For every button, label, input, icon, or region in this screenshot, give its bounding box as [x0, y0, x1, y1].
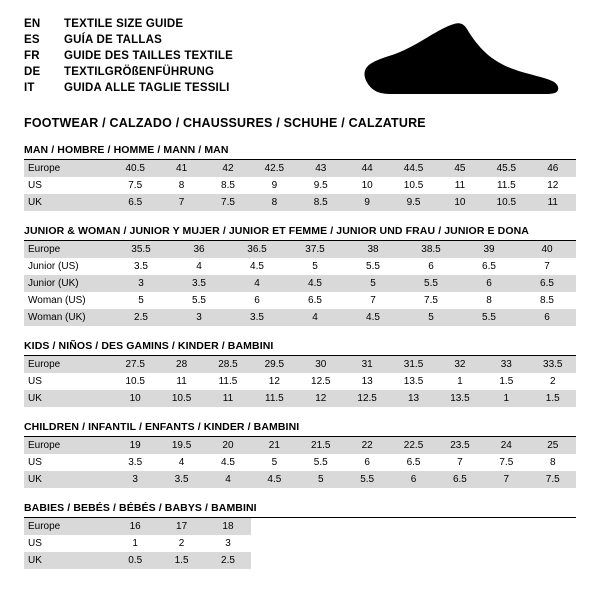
cell: 7.5 — [128, 180, 143, 191]
cell: 8 — [549, 457, 556, 468]
cell-empty — [251, 535, 297, 552]
cell: 29.5 — [251, 356, 297, 373]
cell: 8 — [486, 295, 492, 306]
row-label: Junior (US) — [28, 261, 79, 272]
row-label: Woman (US) — [28, 295, 86, 306]
section-title-kids: KIDS / NIÑOS / DES GAMINS / KINDER / BAMBINI — [24, 340, 576, 356]
cell: 4 — [178, 457, 185, 468]
cell: 5 — [402, 309, 460, 326]
row-label: US — [28, 180, 42, 191]
cell: 2.5 — [112, 309, 170, 326]
cell: 6.5 — [112, 194, 158, 211]
cell: 22.5 — [390, 437, 436, 454]
cell-empty — [483, 535, 529, 552]
cell: 45.5 — [483, 160, 529, 177]
size-table-children — [24, 437, 576, 488]
cell: 44.5 — [390, 160, 436, 177]
row-label: US — [28, 457, 42, 468]
cell: 22 — [344, 437, 390, 454]
table-row — [24, 292, 576, 309]
cell: 39 — [460, 241, 518, 258]
cell: 1 — [457, 376, 463, 387]
cell: 4.5 — [250, 261, 264, 272]
table-row — [24, 258, 576, 275]
table-row — [24, 390, 576, 407]
cell: 7.5 — [530, 471, 576, 488]
cell-empty — [437, 518, 483, 535]
cell: 28 — [158, 356, 204, 373]
language-row — [24, 82, 233, 98]
cell: 6.5 — [406, 457, 421, 468]
cell: 25 — [530, 437, 576, 454]
cell: 5 — [344, 275, 402, 292]
row-label: UK — [24, 390, 112, 407]
cell: 4.5 — [286, 275, 344, 292]
row-label: Europe — [24, 356, 112, 373]
language-text: GUIDE DES TAILLES TEXTILE — [64, 50, 233, 62]
cell: 5.5 — [402, 275, 460, 292]
cell: 9 — [344, 194, 390, 211]
cell: 30 — [298, 356, 344, 373]
cell: 7 — [370, 295, 376, 306]
row-label: UK — [24, 552, 112, 569]
cell: 6.5 — [308, 295, 322, 306]
table-row — [24, 454, 576, 471]
row-label: Europe — [24, 518, 112, 535]
language-code: FR — [24, 50, 40, 62]
cell: 44 — [344, 160, 390, 177]
header — [24, 18, 576, 104]
cell: 3.5 — [228, 309, 286, 326]
cell: 27.5 — [112, 356, 158, 373]
cell: 2 — [178, 538, 185, 549]
cell-empty — [344, 552, 390, 569]
language-text: TEXTILGRÖßENFÜHRUNG — [64, 66, 215, 78]
language-text: GUIDA ALLE TAGLIE TESSILI — [64, 82, 230, 94]
cell: 13 — [361, 376, 373, 387]
table-row — [24, 471, 576, 488]
row-label: Woman (UK) — [24, 309, 112, 326]
cell: 1 — [132, 538, 138, 549]
cell: 9.5 — [313, 180, 328, 191]
cell: 40.5 — [112, 160, 158, 177]
cell: 7.5 — [424, 295, 438, 306]
cell: 11.5 — [218, 376, 238, 387]
cell: 1 — [483, 390, 529, 407]
language-row — [24, 34, 233, 50]
cell: 12 — [298, 390, 344, 407]
cell: 2 — [549, 376, 556, 387]
cell-empty — [437, 535, 483, 552]
table-row — [24, 241, 576, 258]
table-row — [24, 535, 576, 552]
cell: 31.5 — [390, 356, 436, 373]
cell: 13 — [390, 390, 436, 407]
size-table-junior-woman — [24, 241, 576, 326]
cell: 19 — [112, 437, 158, 454]
table-row — [24, 275, 576, 292]
row-label: US — [28, 538, 42, 549]
cell: 6.5 — [482, 261, 496, 272]
cell: 5.5 — [460, 309, 518, 326]
cell-empty — [251, 552, 297, 569]
row-label: Europe — [24, 437, 112, 454]
cell: 7 — [544, 261, 550, 272]
cell: 4 — [196, 261, 202, 272]
cell: 42.5 — [251, 160, 297, 177]
cell: 5.5 — [192, 295, 206, 306]
cell: 7 — [158, 194, 204, 211]
table-row — [24, 373, 576, 390]
language-row — [24, 50, 233, 66]
language-text: TEXTILE SIZE GUIDE — [64, 18, 184, 30]
cell-empty — [437, 552, 483, 569]
table-row — [24, 437, 576, 454]
cell: 16 — [112, 518, 158, 535]
cell-empty — [390, 535, 436, 552]
cell: 46 — [530, 160, 576, 177]
cell: 13.5 — [403, 376, 424, 387]
cell: 8.5 — [298, 194, 344, 211]
row-label: US — [28, 376, 42, 387]
cell: 10 — [112, 390, 158, 407]
section-title-man: MAN / HOMBRE / HOMME / MANN / MAN — [24, 144, 576, 160]
cell: 10.5 — [125, 376, 145, 387]
cell: 28.5 — [205, 356, 251, 373]
cell: 5 — [298, 471, 344, 488]
cell-empty — [530, 535, 576, 552]
cell: 5 — [271, 457, 278, 468]
language-code: IT — [24, 82, 35, 94]
section-title-junior-woman: JUNIOR & WOMAN / JUNIOR Y MUJER / JUNIOR ET FEMME / JUNIOR UND FRAU / JUNIOR E DONA — [24, 225, 576, 241]
cell: 4 — [205, 471, 251, 488]
cell: 7 — [483, 471, 529, 488]
cell: 6 — [254, 295, 260, 306]
cell: 6 — [518, 309, 576, 326]
cell: 17 — [158, 518, 204, 535]
cell-empty — [530, 518, 576, 535]
cell: 11 — [530, 194, 576, 211]
language-code: DE — [24, 66, 41, 78]
cell: 21 — [251, 437, 297, 454]
cell: 9 — [271, 180, 278, 191]
cell-empty — [344, 535, 390, 552]
table-row — [24, 518, 576, 535]
cell: 10.5 — [483, 194, 529, 211]
cell: 23.5 — [437, 437, 483, 454]
cell: 11.5 — [251, 390, 297, 407]
row-label: Europe — [24, 160, 112, 177]
cell: 7 — [457, 457, 463, 468]
cell: 3.5 — [170, 275, 228, 292]
size-table-kids — [24, 356, 576, 407]
table-row — [24, 356, 576, 373]
section-title-children: CHILDREN / INFANTIL / ENFANTS / KINDER / BAMBINI — [24, 421, 576, 437]
cell: 42 — [205, 160, 251, 177]
cell-empty — [298, 518, 344, 535]
table-row — [24, 194, 576, 211]
section-man — [24, 144, 576, 211]
cell: 10 — [437, 194, 483, 211]
cell: 6 — [364, 457, 370, 468]
cell-empty — [298, 552, 344, 569]
cell: 3.5 — [134, 261, 148, 272]
cell: 36.5 — [228, 241, 286, 258]
language-text: GUÍA DE TALLAS — [64, 34, 162, 46]
cell: 8.5 — [221, 180, 235, 191]
language-list — [24, 18, 233, 98]
cell: 8 — [251, 194, 297, 211]
cell: 43 — [298, 160, 344, 177]
section-babies — [24, 502, 576, 569]
cell: 11 — [454, 180, 466, 191]
row-label: Europe — [24, 241, 112, 258]
cell: 5.5 — [366, 261, 380, 272]
cell: 38.5 — [402, 241, 460, 258]
row-label: Junior (UK) — [24, 275, 112, 292]
cell: 45 — [437, 160, 483, 177]
section-children — [24, 421, 576, 488]
cell: 5.5 — [344, 471, 390, 488]
cell: 12 — [268, 376, 280, 387]
cell: 20 — [205, 437, 251, 454]
cell: 41 — [158, 160, 204, 177]
cell: 6 — [428, 261, 434, 272]
cell: 0.5 — [112, 552, 158, 569]
cell: 1.5 — [530, 390, 576, 407]
cell: 12 — [547, 180, 559, 191]
section-junior-woman — [24, 225, 576, 326]
cell: 3.5 — [128, 457, 143, 468]
language-code: ES — [24, 34, 40, 46]
cell: 13.5 — [437, 390, 483, 407]
cell-empty — [298, 535, 344, 552]
cell: 18 — [205, 518, 251, 535]
cell: 12.5 — [311, 376, 331, 387]
language-code: EN — [24, 18, 41, 30]
cell-empty — [251, 518, 297, 535]
cell: 10 — [361, 180, 373, 191]
cell: 3 — [112, 471, 158, 488]
size-table-babies — [24, 518, 576, 569]
cell-empty — [390, 552, 436, 569]
cell: 32 — [437, 356, 483, 373]
cell: 35.5 — [112, 241, 170, 258]
cell: 3 — [112, 275, 170, 292]
cell: 9.5 — [390, 194, 436, 211]
cell: 4 — [286, 309, 344, 326]
cell: 5.5 — [313, 457, 328, 468]
cell: 37.5 — [286, 241, 344, 258]
cell-empty — [530, 552, 576, 569]
size-table-man — [24, 160, 576, 211]
cell: 1.5 — [158, 552, 204, 569]
cell-empty — [390, 518, 436, 535]
table-row — [24, 552, 576, 569]
cell-empty — [483, 518, 529, 535]
row-label: UK — [24, 471, 112, 488]
dress-shoe-icon — [350, 18, 570, 104]
language-row — [24, 66, 233, 82]
cell: 4.5 — [251, 471, 297, 488]
cell: 4.5 — [221, 457, 235, 468]
cell: 24 — [483, 437, 529, 454]
language-row — [24, 18, 233, 34]
cell: 3.5 — [158, 471, 204, 488]
row-label: UK — [24, 194, 112, 211]
cell: 5 — [138, 295, 144, 306]
cell: 19.5 — [158, 437, 204, 454]
cell: 3 — [170, 309, 228, 326]
cell: 6.5 — [518, 275, 576, 292]
cell: 5 — [312, 261, 318, 272]
cell: 11 — [205, 390, 251, 407]
cell: 10.5 — [158, 390, 204, 407]
cell: 6.5 — [437, 471, 483, 488]
cell: 3 — [225, 538, 231, 549]
cell: 11.5 — [496, 180, 516, 191]
cell: 38 — [344, 241, 402, 258]
cell: 10.5 — [403, 180, 424, 191]
section-title-babies: BABIES / BEBÉS / BÉBÉS / BABYS / BAMBINI — [24, 502, 576, 518]
cell: 31 — [344, 356, 390, 373]
cell: 21.5 — [298, 437, 344, 454]
cell: 8.5 — [540, 295, 554, 306]
cell: 36 — [170, 241, 228, 258]
cell: 40 — [518, 241, 576, 258]
cell: 33 — [483, 356, 529, 373]
cell: 33.5 — [530, 356, 576, 373]
table-row — [24, 309, 576, 326]
cell: 4 — [228, 275, 286, 292]
cell: 6 — [460, 275, 518, 292]
cell-empty — [344, 518, 390, 535]
footwear-title: FOOTWEAR / CALZADO / CHAUSSURES / SCHUHE / CALZATURE — [24, 116, 426, 130]
table-row — [24, 177, 576, 194]
cell: 7.5 — [499, 457, 514, 468]
cell: 4.5 — [344, 309, 402, 326]
table-row — [24, 160, 576, 177]
cell: 11 — [176, 376, 187, 387]
cell: 12.5 — [344, 390, 390, 407]
cell: 8 — [178, 180, 185, 191]
cell: 1.5 — [499, 376, 514, 387]
cell: 2.5 — [205, 552, 251, 569]
cell: 7.5 — [205, 194, 251, 211]
section-kids — [24, 340, 576, 407]
cell-empty — [483, 552, 529, 569]
cell: 6 — [390, 471, 436, 488]
